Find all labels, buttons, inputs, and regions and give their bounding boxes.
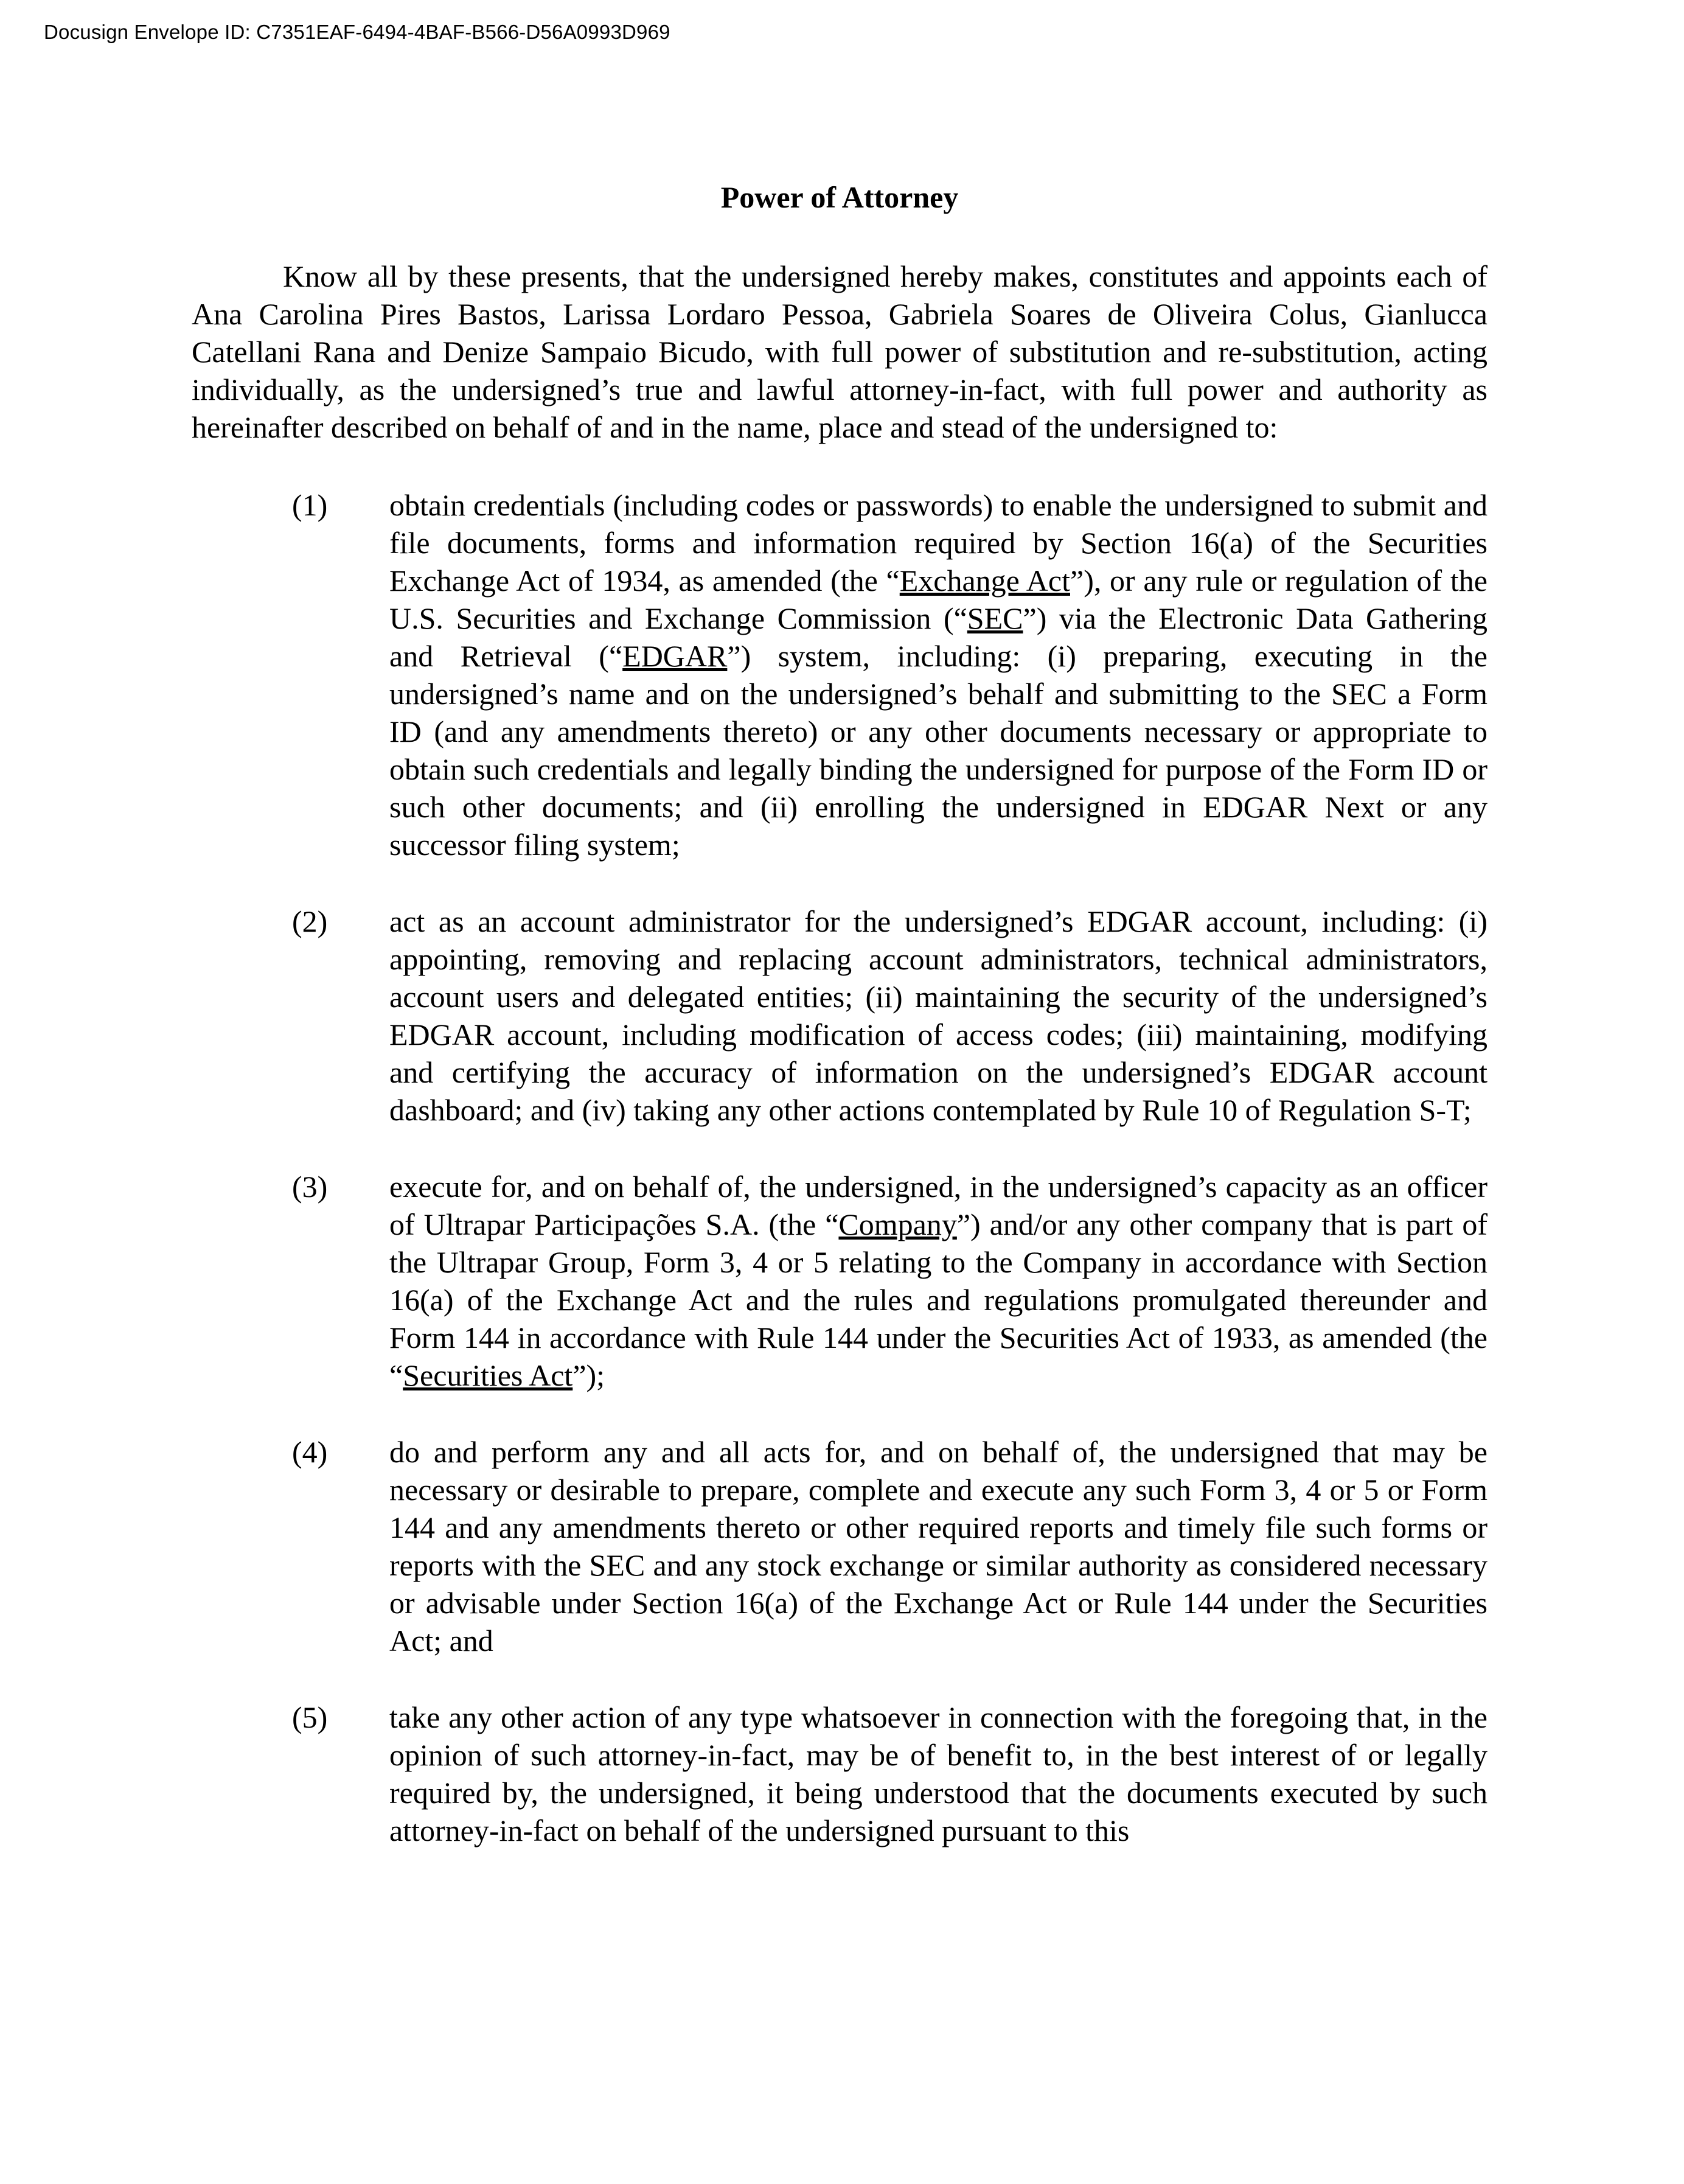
text-run: do and perform any and all acts for, and on behalf of, the undersigned that may be necessary or desirable to prepare, complete and execute any such Form 3, 4 or 5 or Form 144 and any amendments thereto or other required reports and timely file such forms or reports with the SEC and any stock exchange or similar authority as considered necessary or advisable under Section 16(a) of the Exchange Act or Rule 144 under the Securities Act; and xyxy=(389,1435,1487,1658)
item-text xyxy=(389,902,1487,1129)
defined-term: EDGAR xyxy=(622,639,728,673)
intro-paragraph xyxy=(192,257,1487,446)
text-run: ”), or any rule or regulation of the U.S. Securities and Exchange Commission (“ xyxy=(389,563,1487,635)
text-run: ”); xyxy=(572,1358,605,1392)
item-text xyxy=(389,1698,1487,1849)
list-item xyxy=(192,1698,1487,1849)
defined-term: Securities Act xyxy=(403,1358,573,1392)
list-item xyxy=(192,486,1487,863)
text-run: ”) via the Electronic Data Gathering and Retrieval (“ xyxy=(389,601,1487,673)
defined-term: SEC xyxy=(967,601,1023,635)
list-item xyxy=(192,902,1487,1129)
text-run: act as an account administrator for the undersigned’s EDGAR account, including: (i) appointing, removing and replacing account administrators, technical administrators, account users and delegated entities; (ii) maintaining the security of the undersigned’s EDGAR account, including modification of access codes; (iii) maintaining, modifying and certifying the accuracy of information on the undersigned’s EDGAR account dashboard; and (iv) taking any other actions contemplated by Rule 10 of Regulation S-T; xyxy=(389,904,1487,1127)
text-run: ”) system, including: (i) preparing, executing in the undersigned’s name and on the undersigned’s behalf and submitting to the SEC a Form ID (and any amendments thereto) or any other documents necessary or appropriate to obtain such credentials and legally binding the undersigned for purpose of the Form ID or such other documents; and (ii) enrolling the undersigned in EDGAR Next or any successor filing system; xyxy=(389,639,1487,862)
item-text xyxy=(389,1433,1487,1659)
text-run: ”) and/or any other company that is part of the Ultrapar Group, Form 3, 4 or 5 relating to the Company in accordance with Section 16(a) of the Exchange Act and the rules and regulations promulgated thereunder and Form 144 in accordance with Rule 144 under the Securities Act of 1933, as amended (the “ xyxy=(389,1207,1488,1392)
item-number: (5) xyxy=(292,1700,328,1734)
list-item xyxy=(192,1433,1487,1659)
item-number: (3) xyxy=(292,1170,328,1204)
numbered-list xyxy=(192,486,1487,1849)
text-run: take any other action of any type whatsoever in connection with the foregoing that, in the opinion of such attorney-in-fact, may be of benefit to, in the best interest of or legally required by, the undersigned, it being understood that the documents executed by such attorney-in-fact on behalf of the undersigned pursuant to this xyxy=(389,1700,1487,1847)
item-number: (4) xyxy=(292,1435,328,1469)
item-number: (2) xyxy=(292,904,328,938)
item-number: (1) xyxy=(292,488,328,522)
text-run: execute for, and on behalf of, the undersigned, in the undersigned’s capacity as an officer of Ultrapar Participações S.A. (the “ xyxy=(389,1170,1487,1241)
defined-term: Company xyxy=(838,1207,957,1241)
text-run: obtain credentials (including codes or passwords) to enable the undersigned to submit and file documents, forms and information required by Section 16(a) of the Securities Exchange Act of 1934, as amended (the “ xyxy=(389,488,1487,598)
docusign-envelope-id: Docusign Envelope ID: C7351EAF-6494-4BAF-B566-D56A0993D969 xyxy=(44,21,670,43)
text-run: Know all by these presents, that the undersigned hereby makes, constitutes and appoints each of Ana Carolina Pires Bastos, Larissa Lordaro Pessoa, Gabriela Soares de Oliveira Colus, Gianlucca Catellani Rana and Denize Sampaio Bicudo, with full power of substitution and re-substitution, acting individually, as the undersigned’s true and lawful attorney-in-fact, with full power and authority as hereinafter described on behalf of and in the name, place and stead of the undersigned to: xyxy=(192,259,1487,444)
defined-term: Exchange Act xyxy=(899,563,1070,598)
item-text xyxy=(389,486,1487,863)
item-text xyxy=(389,1168,1487,1394)
document-title: Power of Attorney xyxy=(720,180,959,214)
list-item xyxy=(192,1168,1487,1394)
